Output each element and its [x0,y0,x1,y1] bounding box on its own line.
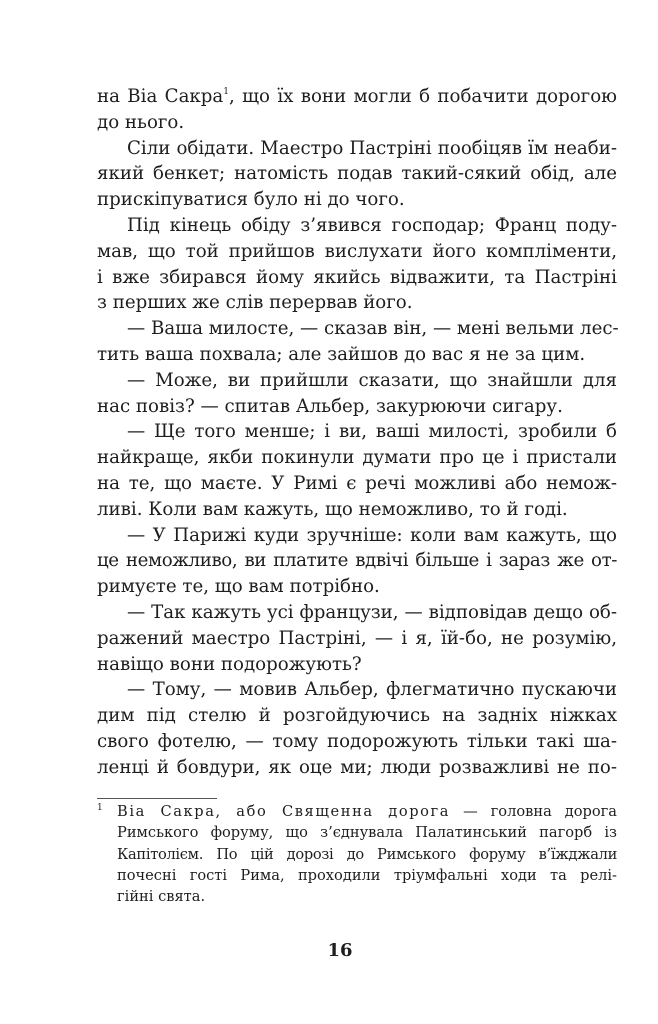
text-line: ражений маестро Пастріні, — і я, їй-бо, не розумію, [97,627,617,649]
footnote-separator [97,798,217,799]
text-line: прискіпуватися було ні до чого. [97,189,405,211]
text-line: римуєте те, що вам потрібно. [97,576,380,598]
text-line: на Віа Сакра$^1$, що їх вони могли б побачити дорогою [97,86,617,107]
text-line: свого фотелю, — тому подорожують тільки такі ша- [97,730,617,752]
footnote-line: почесні гості Рима, проходили тріумфальні ходи та релі- [117,866,617,884]
text-line: найкраще, якби покинули думати про це і пристали [97,447,617,469]
main-text [97,84,617,781]
page-number: 16 [327,940,353,961]
text-line: мав, що той прийшов вислухати його компліменти, [97,240,617,262]
footnote-line: Римського форуму, що з’єднувала Палатинський пагорб із [117,824,617,842]
footnote-line: гійні свята. [117,888,206,906]
text-line: — Може, ви прийшли сказати, що знайшли для [127,369,617,391]
text-line: на те, що маєте. У Римі є речі можливі або немож- [97,472,617,494]
text-line: ленці й бовдури, як оце ми; люди розважливі не по- [97,756,617,778]
text-line: — Тому, — мовив Альбер, флегматично пускаючи [127,679,617,701]
text-line: — Ще того менше; і ви, ваші милості, зробили б [127,421,617,443]
text-line: і вже збирався йому якийсь відважити, та Пастріні [97,266,617,288]
text-line: Сіли обідати. Маестро Пастріні пообіцяв їм неаби- [127,137,617,159]
footnote-line: Капітолієм. По цій дорозі до Римського форуму в’їжджали [117,845,617,863]
text-line: — Ваша милосте, — сказав він, — мені вельми лес- [127,318,619,340]
text-line: до нього. [97,111,185,133]
text-line: навіщо вони подорожують? [97,653,362,675]
footnote-marker: 1 [97,803,103,813]
footnote-term: Віа Сакра, або Священна дорога [117,803,451,820]
text-line: — Так кажуть усі французи, — відповідав дещо об- [127,601,617,623]
text-line: це неможливо, ви платите вдвічі більше і зараз же от- [97,550,617,572]
text-line: який бенкет; натомість подав такий-сякий обід, але [97,163,617,185]
text-line: нас повіз? — спитав Альбер, закурюючи сигару. [97,395,563,417]
text-line: ливі. Коли вам кажуть, що неможливо, то й годі. [97,498,568,520]
text-line: з перших же слів перервав його. [97,292,413,314]
text-line: Під кінець обіду з’явився господар; Франц поду- [127,214,617,236]
footnote-line: Віа Сакра, або Священна дорога — головна дорога [117,803,617,820]
footnote-reference[interactable]: 1 [223,87,230,97]
text-line: — У Парижі куди зручніше: коли вам кажуть, що [127,524,617,546]
text-line: дим під стелю й розгойдуючись на задніх ніжках [97,705,617,727]
text-line: тить ваша похвала; але зайшов до вас я не за цим. [97,343,586,365]
footnote [97,801,617,907]
